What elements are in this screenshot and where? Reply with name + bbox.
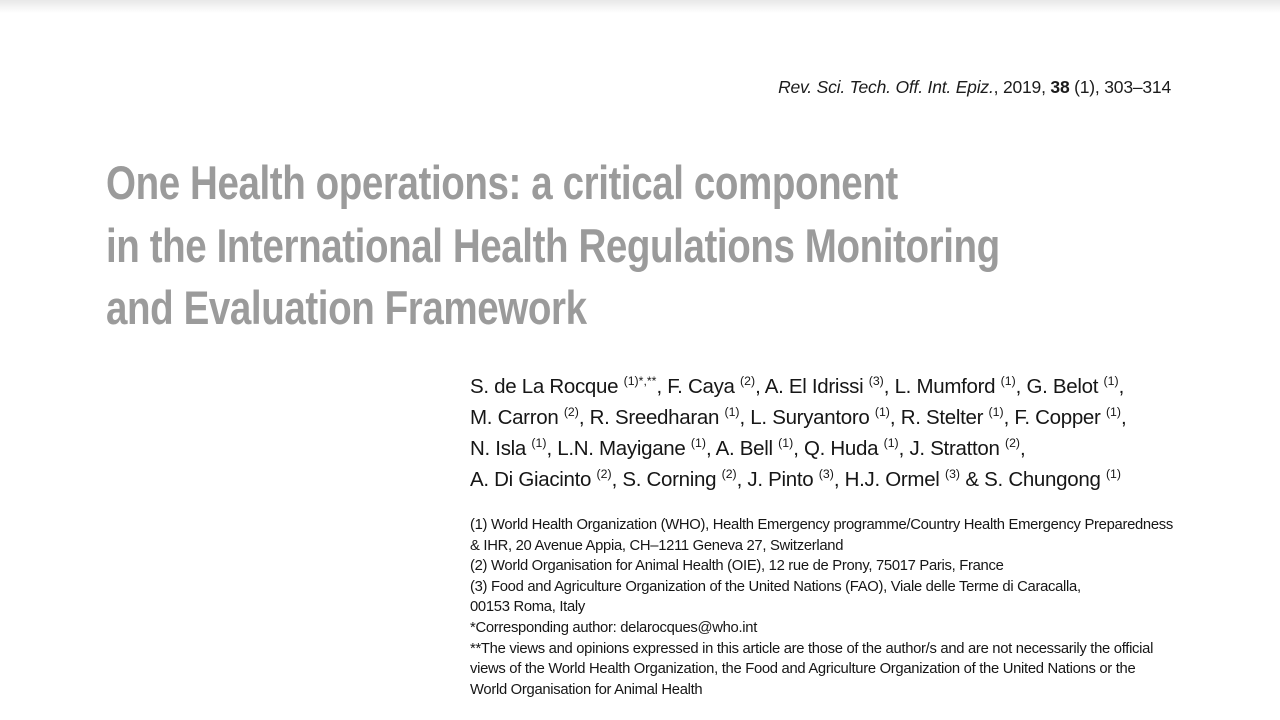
text-line: *Corresponding author: delarocques@who.int (470, 619, 758, 636)
text-line: (2) World Organisation for Animal Health (OIE), 12 rue de Prony, 75017 Paris, France (470, 558, 1004, 575)
text-line: One Health operations: a critical component (106, 156, 898, 209)
text-line: A. Di Giacinto $^{(2)}$, S. Corning $^{(2)}$, J. Pinto $^{(3)}$, H.J. Ormel $^{(3)}$ & S. Chungong $^{(1)}$ (470, 467, 1121, 491)
text-line: Rev. Sci. Tech. Off. Int. Epiz., 2019, 38 (1), 303–314 (778, 77, 1171, 97)
text-line: **The views and opinions expressed in this article are those of the author/s and are not necessarily the official (470, 640, 1154, 657)
text-line: & IHR, 20 Avenue Appia, CH–1211 Geneva 27, Switzerland (470, 537, 844, 554)
text-line: (3) Food and Agriculture Organization of the United Nations (FAO), Viale delle Terme di Caracalla, (470, 578, 1081, 595)
text-line: views of the World Health Organization, the Food and Agriculture Organization of the United Nations or the (470, 661, 1136, 678)
affiliations-and-notes (470, 515, 1173, 700)
text-line: in the International Health Regulations Monitoring (106, 218, 1000, 272)
text-line: 00153 Roma, Italy (470, 599, 585, 616)
text-line: S. de La Rocque $^{(1)*,**}$, F. Caya $^{(2)}$, A. El Idrissi $^{(3)}$, L. Mumford $^{(1)}$, G. Belot $^{(1)}$, (470, 374, 1124, 398)
text-line: M. Carron $^{(2)}$, R. Sreedharan $^{(1)}$, L. Suryantoro $^{(1)}$, R. Stelter $^{(1)}$, F. Copper $^{(1)}$, (470, 405, 1127, 429)
author-list (470, 371, 1126, 495)
text-line: World Organisation for Animal Health (470, 681, 703, 698)
text-line: (1) World Health Organization (WHO), Health Emergency programme/Country Health Emergency Preparedness (470, 517, 1173, 533)
text-line: and Evaluation Framework (106, 281, 587, 334)
text-line: N. Isla $^{(1)}$, L.N. Mayigane $^{(1)}$, A. Bell $^{(1)}$, Q. Huda $^{(1)}$, J. Stratton $^{(2)}$, (470, 436, 1026, 460)
page-top-shadow (0, 0, 1280, 13)
journal-citation (778, 77, 1171, 98)
paper-title (106, 152, 1000, 340)
